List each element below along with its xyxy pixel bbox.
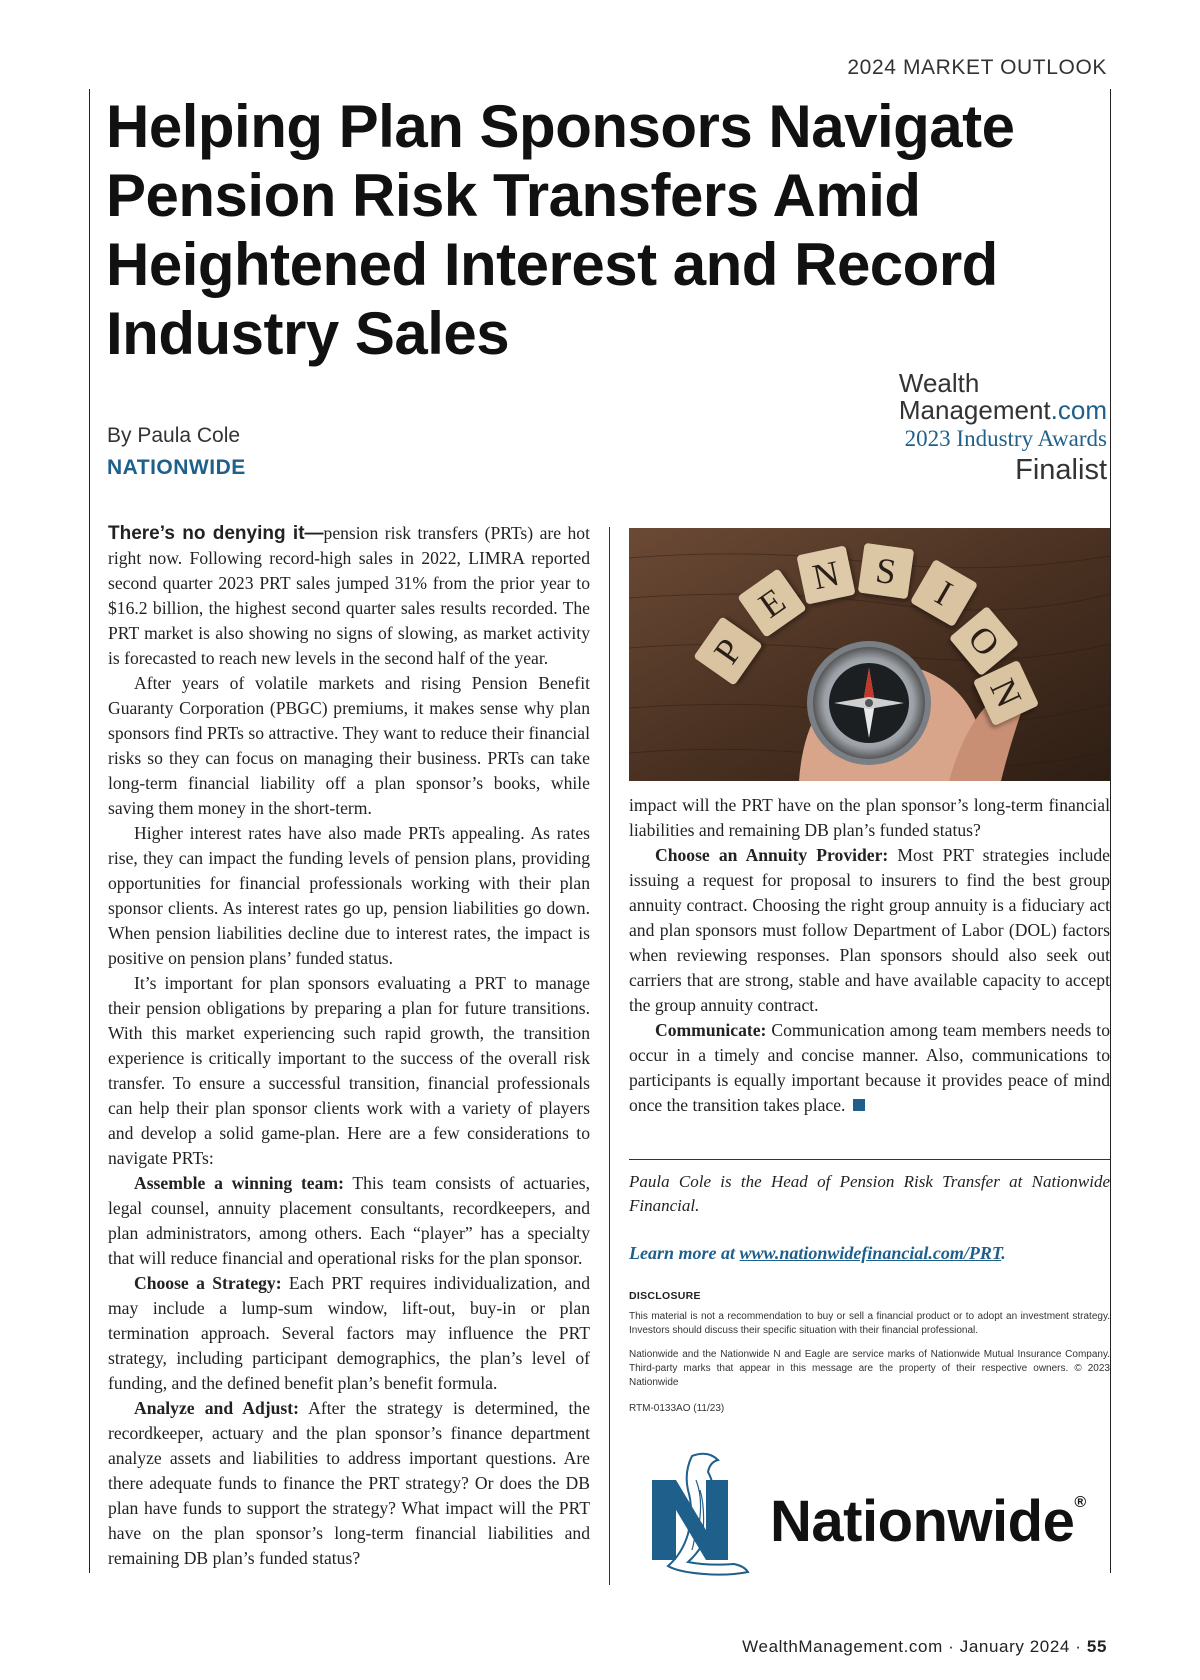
block-letter: N — [973, 660, 1039, 726]
disclosure-heading: DISCLOSURE — [629, 1290, 701, 1302]
headline: Helping Plan Sponsors Navigate Pension Risk Transfers Amid Heightened Interest and Record Industry Sales — [106, 93, 1015, 367]
paragraph-5: Assemble a winning team: This team consists of actuaries, legal counsel, annuity placement consultants, recordkeepers, and plan administrators, among others. Each “player” has a specialty that will reduce financial and operational risks for the plan sponsor. — [108, 1173, 591, 1268]
paragraph-7-continued: impact will the PRT have on the plan sponsor’s long-term financial liabilities and remaining DB plan’s funded status? — [629, 795, 1110, 840]
column-divider — [609, 527, 610, 1585]
left-rule — [89, 89, 90, 1573]
award-line-4: Finalist — [1015, 454, 1107, 486]
paragraph-8: Choose an Annuity Provider: Most PRT strategies include issuing a request for proposal to insurers to find the best group annuity contract. Choosing the right group annuity is a fiduciary act and plan sponsors must follow Department of Labor (DOL) factors when reviewing responses. Plan sponsors should also seek out carriers that are strong, stable and have available capacity to accept the group annuity contract. — [629, 845, 1110, 1015]
byline: By Paula Cole — [107, 424, 241, 447]
award-line-1: Wealth — [898, 368, 980, 398]
paragraph-6: Choose a Strategy: Each PRT requires individualization, and may include a lump-sum window, lift-out, buy-in or plan termination approach. Several factors may influence the PRT strategy, including participant demographics, the plan’s level of funding, and the defined benefit plan’s benefit formula. — [108, 1273, 590, 1393]
article-column-right — [629, 793, 1110, 1118]
disclosure-code: RTM-0133AO (11/23) — [629, 1403, 725, 1414]
page-footer: WealthManagement.com · January 2024 · 55 — [742, 1637, 1107, 1656]
block-letter: I — [910, 559, 978, 627]
block-letter: N — [796, 545, 855, 604]
pension-blocks — [629, 528, 1110, 781]
learn-more: Learn more at www.nationwidefinancial.com/PRT. — [629, 1243, 1006, 1263]
company-name: NATIONWIDE — [107, 456, 246, 479]
article-column-left — [108, 521, 590, 1571]
block-letter: P — [693, 616, 763, 686]
bio-rule — [629, 1159, 1110, 1160]
disclosure-text-2: Nationwide and the Nationwide N and Eagle are service marks of Nationwide Mutual Insurance Company. Third-party marks that appear in this message are the property of their respective owners. © 2023 Nationwide — [629, 1349, 1110, 1388]
paragraph-3: Higher interest rates have also made PRTs appealing. As rates rise, they can impact the funding levels of pension plans, providing opportunities for financial professionals working with their plan sponsor clients. As interest rates go up, pension liabilities go down. When pension liabilities decline due to interest rates, the impact is positive on pension plans’ funded status. — [108, 823, 590, 968]
block-letter: S — [858, 543, 914, 599]
end-mark-icon — [853, 1099, 865, 1111]
page-number: 55 — [1086, 1637, 1107, 1656]
learn-more-link[interactable]: www.nationwidefinancial.com/PRT — [739, 1243, 1002, 1263]
award-badge — [899, 370, 1107, 486]
paragraph-1: There’s no denying it—pension risk transfers (PRTs) are hot right now. Following record-high sales in 2022, LIMRA reported second quarter 2023 PRT sales jumped 31% from the prior year to $16.2 billion, the highest second quarter sales results recorded. The PRT market is also showing no signs of slowing, as market activity is forecasted to reach new levels in the second half of the year. — [108, 523, 590, 668]
section-label: 2024 MARKET OUTLOOK — [847, 56, 1107, 79]
author-bio: Paula Cole is the Head of Pension Risk Transfer at Nationwide Financial. — [629, 1172, 1110, 1215]
award-line-3: 2023 Industry Awards — [904, 426, 1107, 451]
block-letter: E — [737, 568, 807, 638]
block-letter: O — [949, 606, 1019, 676]
disclosure-text-1: This material is not a recommendation to buy or sell a financial product or to adopt an investment strategy. Investors should discuss their specific situation with their financial professional. — [629, 1311, 1110, 1336]
lead-in: There’s no denying it— — [108, 523, 324, 544]
award-line-2b: .com — [1050, 395, 1107, 425]
award-line-2a: Management — [898, 395, 1051, 425]
paragraph-9: Communicate: Communication among team members needs to occur in a timely and concise manner. Also, communications to participants is equally important because it provides peace of mind once the transition takes place. — [629, 1020, 1110, 1115]
paragraph-7: Analyze and Adjust: After the strategy is determined, the recordkeeper, actuary and the plan sponsor’s finance department analyze assets and liabilities to address important questions. Are there adequate funds to finance the PRT strategy? Or does the DB plan have funds to support the strategy? What impact will the PRT have on the plan sponsor’s long-term financial liabilities and remaining DB plan’s funded status? — [108, 1398, 591, 1568]
paragraph-2: After years of volatile markets and rising Pension Benefit Guaranty Corporation (PBGC) premiums, it makes sense why plan sponsors find PRTs so attractive. They want to reduce their financial risks so they can focus on managing their business. PRTs can take long-term financial liability off a plan sponsor’s books, while saving them money in the short-term. — [108, 673, 590, 818]
nationwide-n-eagle-icon — [648, 1450, 753, 1580]
right-rule — [1110, 89, 1111, 1573]
nationwide-logo-text: Nationwide® — [770, 1489, 1086, 1554]
award-line-2 — [899, 395, 1107, 425]
paragraph-4: It’s important for plan sponsors evaluating a PRT to manage their pension obligations by preparing a plan for future transitions. With this market experiencing such rapid growth, the transition experience is critically important to the success of the overall risk transfer. To ensure a successful transition, financial professionals can help their plan sponsor clients work with a variety of players and develop a solid game-plan. Here are a few considerations to navigate PRTs: — [108, 973, 590, 1168]
